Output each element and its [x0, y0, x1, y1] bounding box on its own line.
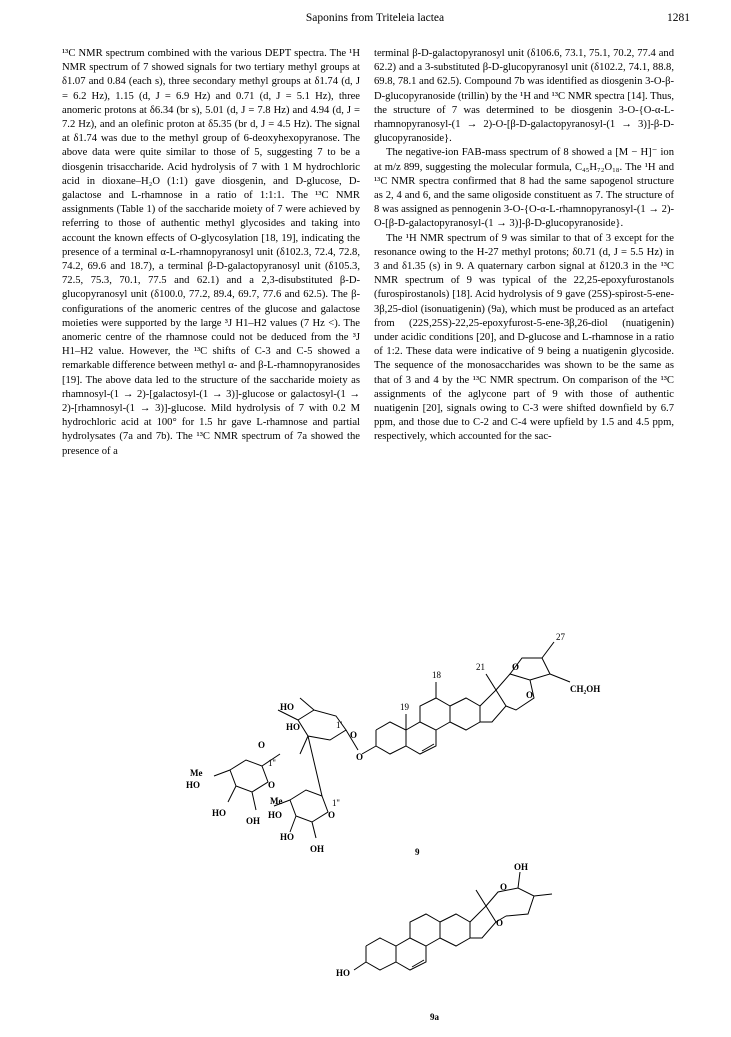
- aglycone-skeleton: [362, 642, 570, 754]
- position-label-1prime: 1': [336, 720, 343, 730]
- isonuatigenin-skeleton: [354, 872, 552, 970]
- atom-label-ho-1: HO: [280, 702, 295, 712]
- position-label-1dprime-a: 1'': [268, 758, 276, 768]
- running-header: [60, 12, 690, 30]
- atom-label-o-glycoside: O: [258, 740, 266, 750]
- atom-label-me-2: Me: [270, 796, 283, 806]
- atom-label-oh-1: OH: [246, 816, 261, 826]
- position-label-21: 21: [476, 662, 485, 672]
- left-column: [62, 47, 360, 459]
- atom-label-me-1: Me: [190, 768, 203, 778]
- atom-label-o-spiro1: O: [512, 662, 520, 672]
- position-label-27: 27: [556, 632, 565, 642]
- structure-9a-figure: [330, 860, 570, 1030]
- compound-label-9a: 9a: [430, 1012, 439, 1022]
- atom-label-ho: HO: [336, 968, 351, 978]
- atom-label-ho-2: HO: [286, 722, 301, 732]
- left-paragraph-1: ¹³C NMR spectrum combined with the various DEPT spectra. The ¹H NMR spectrum of 7 showed signals for two tertiary methyl groups at δ1.07 and 0.84 (each s), three secondary methyl groups at δ1.74 (d, J = 6.2 Hz), 1.15 (d, J = 6.9 Hz) and 0.71 (d, J = 5.1 Hz), three anomeric protons at δ6.34 (br s), 5.01 (d, J = 7.8 Hz) and 4.94 (d, J = 7.2 Hz), and an olefinic proton at δ5.35 (br d, J = 4.5 Hz). The signal at δ1.74 was due to the methyl group of 6-deoxyhexopyranose. The above data were quite similar to those of 5, suggesting 7 to be a diosgenin trisaccharide. Acid hydrolysis of 7 with 1 M hydrochloric acid in dioxane–H₂O (1:1) gave diosgenin, and D-glucose, D-galactose and L-rhamnose in a ratio of 1:1:1. The ¹³C NMR assignments (Table 1) of the saccharide moiety of 7 were achieved by referring to those of authentic methyl glycosides and taking into account the known effects of O-glycosylation [18, 19], indicating the presence of a terminal α-L-rhamnopyranosyl unit (δ102.3, 72.4, 72.8, 74.2, 69.6 and 18.7), a terminal β-D-galactopyranosyl unit (δ105.3, 72.5, 75.3, 70.1, 77.5 and 62.1) and a 2,3-disubstituted β-D-glucopyranosyl unit (δ100.0, 77.2, 89.4, 69.7, 77.6 and 62.5). The β-configurations of the anomeric centres of the glucose and galactose moieties were supported by the large ³J H1–H2 values (7 Hz <). The anomeric centre of the rhamnose could not be deduced from the ³J H1–H2 value. However, the ¹³C shifts of C-3 and C-5 showed a remarkable difference between methyl α- and β-L-rhamnopyranosides [19]. The above data led to the structure of the saccharide moiety as rhamnosyl-(1 → 2)-[galactosyl-(1 → 3)]-glucose or galactosyl-(1 → 2)-[rhamnosyl-(1 → 3)]-glucose. Mild hydrolysis of 7 with 0.2 M hydrochloric acid at 100° for 1.5 hr gave L-rhamnose and partial hydrolysates (7a and 7b). The ¹³C NMR spectrum of 7a showed the presence of a: [62, 48, 360, 457]
- right-paragraph-3: The ¹H NMR spectrum of 9 was similar to that of 3 except for the resonance owing to the H-27 methyl protons; δ0.71 (d, J = 5.5 Hz) in 3 and δ1.35 (s) in 9. A quaternary carbon signal at δ120.3 in the ¹³C NMR spectrum of 9 was typical of the 22,25-epoxyfurostanols (furospirostanols) [18]. Acid hydrolysis of 9 gave (25S)-spirost-5-ene-3β,25-diol (isonuatigenin) (9a), which must be produced as an artefact from (22S,25S)-22,25-epoxyfurost-5-ene-3β,26-diol (nuatigenin) under acidic conditions [20], and D-glucose and L-rhamnose in a ratio of 1:2. These data were indicative of 9 being a nuatigenin glycoside. The sequence of the monosaccharides was shown to be the same as that of 3 and 4 by the ¹³C NMR spectrum. On comparison of the ¹³C assignments of the aglycone part of 9 with those of authentic nuatigenin [20], signals owing to C-3 were shifted downfield by 6.7 ppm, and those due to C-2 and C-4 were upfield by 1.5 and 4.5 ppm, respectively, which accounted for the sac-: [374, 232, 674, 443]
- atom-label-o-spiro2: O: [526, 690, 534, 700]
- page-number: 1281: [667, 12, 690, 24]
- atom-label-ho-4: HO: [212, 808, 227, 818]
- atom-label-ho-3: HO: [186, 780, 201, 790]
- position-label-18: 18: [432, 670, 441, 680]
- atom-label-oh-2: OH: [310, 844, 325, 854]
- atom-label-o-1: O: [500, 882, 508, 892]
- structure-9-figure: [150, 570, 720, 860]
- atom-label-ch2oh: CH₂OH: [570, 684, 601, 694]
- right-paragraph-2: The negative-ion FAB-mass spectrum of 8 showed a [M − H]⁻ ion at m/z 899, suggesting the molecular formula, C₄₅H₇₂O₁₈. The ¹H and ¹³C NMR spectra confirmed that 8 had the same sapogenol structure as 2, 4 and 6, and the same oligoside constituent as 7. The structure of 8 was assigned as pennogenin 3-O-{O-α-L-rhamnopyranosyl-(1 → 2)-O-[β-D-galactopyranosyl-(1 → 3)]-β-D-glucopyranoside}.: [374, 147, 674, 230]
- atom-label-o-link: O: [356, 752, 364, 762]
- atom-label-ho-5: HO: [268, 810, 283, 820]
- atom-label-o-ring-glc: O: [350, 730, 358, 740]
- compound-label-9: 9: [415, 847, 420, 857]
- atom-label-o-rha2: O: [328, 810, 336, 820]
- position-label-19: 19: [400, 702, 409, 712]
- right-column: [374, 47, 674, 445]
- right-paragraph-1: terminal β-D-galactopyranosyl unit (δ106.6, 73.1, 75.1, 70.2, 77.4 and 62.2) and a 3-substituted β-D-glucopyranosyl unit (δ102.2, 74.1, 88.8, 69.8, 78.1 and 62.5). Compound 7b was identified as diosgenin 3-O-β-D-glucopyranoside (trillin) by the ¹H and ¹³C NMR spectra [14]. Thus, the structure of 7 was determined to be diosgenin 3-O-{O-α-L-rhamnopyranosyl-(1 → 2)-O-[β-D-galactopyranosyl-(1 → 3)]-β-D-glucopyranoside}.: [374, 48, 674, 145]
- running-title: Saponins from Triteleia lactea: [305, 12, 445, 24]
- atom-label-ho-6: HO: [280, 832, 295, 842]
- atom-label-o-rha1: O: [268, 780, 276, 790]
- atom-label-o-2: O: [496, 918, 504, 928]
- atom-label-oh: OH: [514, 862, 529, 872]
- position-label-1dprime-b: 1'': [332, 798, 340, 808]
